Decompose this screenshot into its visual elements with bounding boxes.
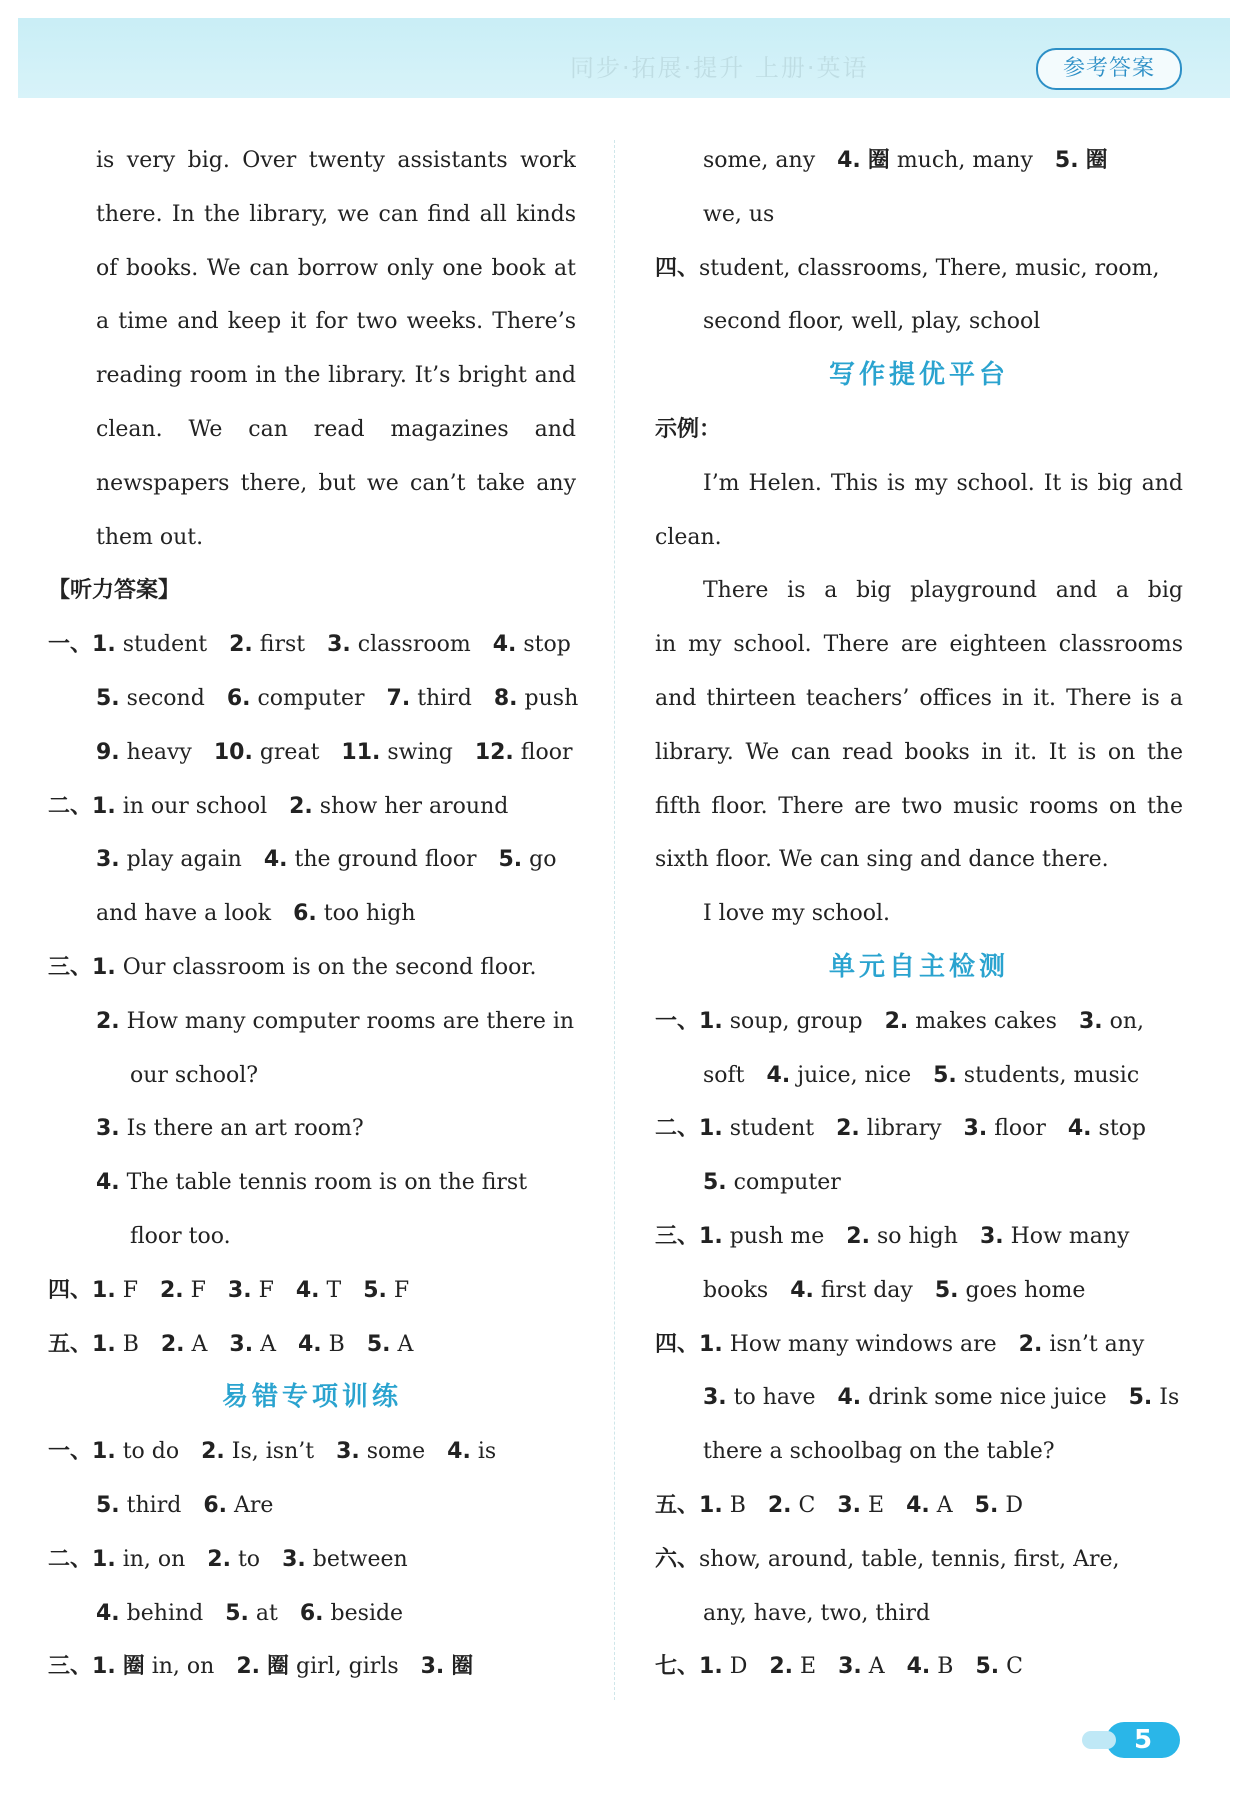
item-number: 4. bbox=[906, 1654, 931, 1680]
answer: T bbox=[326, 1277, 342, 1303]
test-section-7-line bbox=[655, 1640, 1183, 1694]
answer: the ground floor bbox=[294, 847, 477, 873]
answer: How many bbox=[1010, 1223, 1130, 1249]
answer: between bbox=[312, 1546, 408, 1572]
test-section-6-line bbox=[655, 1533, 1183, 1587]
item-number: 4. bbox=[96, 1600, 120, 1626]
answer-key-badge: 参考答案 bbox=[1036, 48, 1182, 90]
item-number: 5. bbox=[498, 847, 523, 873]
answer: B bbox=[328, 1331, 345, 1357]
answer: student bbox=[729, 1116, 815, 1142]
item-number: 6. bbox=[226, 685, 251, 711]
test-section-4-line bbox=[655, 1371, 1183, 1425]
test-section-1-line bbox=[655, 995, 1183, 1049]
passage-line: a time and keep it for two weeks. There’s bbox=[96, 309, 576, 335]
answer: C bbox=[1006, 1654, 1023, 1680]
essay-line: fifth floor. There are two music rooms on the bbox=[655, 793, 1183, 819]
error-section-2-line bbox=[48, 1587, 576, 1641]
answer: soup, group bbox=[729, 1008, 863, 1034]
item-number: 3. bbox=[420, 1654, 445, 1680]
essay-line: I love my school. bbox=[703, 901, 890, 927]
answer: third bbox=[417, 685, 472, 711]
error-section-3-line bbox=[48, 1640, 576, 1694]
answer: F bbox=[190, 1277, 206, 1303]
test-section-6-line: any, have, two, third bbox=[703, 1600, 931, 1626]
answer: classroom bbox=[357, 632, 471, 658]
test-section-2-line bbox=[655, 1102, 1183, 1156]
answer: library bbox=[866, 1116, 942, 1142]
answer: student bbox=[122, 632, 208, 658]
listening-section-4-line bbox=[48, 1264, 576, 1318]
answer: B bbox=[937, 1654, 954, 1680]
section-label: 二、 bbox=[48, 1546, 93, 1572]
listening-section-3-line bbox=[48, 1156, 576, 1210]
section-label: 七、 bbox=[655, 1654, 700, 1680]
section-label: 一、 bbox=[655, 1008, 700, 1034]
item-number: 7. bbox=[386, 685, 411, 711]
answer: A bbox=[191, 1331, 208, 1357]
answer: soft bbox=[703, 1062, 745, 1088]
left-column bbox=[48, 134, 579, 1694]
section-label: 六、 bbox=[655, 1546, 700, 1572]
answer: F bbox=[393, 1277, 410, 1303]
section-label: 五、 bbox=[48, 1331, 93, 1357]
item-number: 1. bbox=[699, 1008, 723, 1034]
item-number: 2. bbox=[207, 1546, 231, 1572]
item-number: 6. bbox=[299, 1600, 324, 1626]
item-number: 3. bbox=[327, 632, 351, 658]
answer: in, on bbox=[122, 1546, 186, 1572]
error-section-4-line: second floor, well, play, school bbox=[703, 309, 1041, 335]
item-number: 3. bbox=[229, 1331, 254, 1357]
item-number: 1. bbox=[92, 1277, 116, 1303]
answer: B bbox=[729, 1492, 746, 1518]
item-number: 1. bbox=[92, 632, 116, 658]
writing-platform-title: 写作提优平台 bbox=[828, 360, 1009, 391]
answer: great bbox=[259, 739, 320, 765]
answer: A bbox=[936, 1492, 953, 1518]
error-section-1-line bbox=[48, 1479, 576, 1533]
item-number: 1. bbox=[699, 1654, 723, 1680]
item-number: 2. bbox=[769, 1654, 793, 1680]
passage-line: of books. We can borrow only one book at bbox=[96, 255, 576, 281]
item-number: 1. bbox=[92, 1546, 116, 1572]
unit-test-title: 单元自主检测 bbox=[828, 951, 1009, 982]
passage-line: newspapers there, but we can’t take any bbox=[96, 470, 576, 496]
answer: The table tennis room is on the first bbox=[126, 1170, 528, 1196]
listening-section-2-line bbox=[48, 780, 576, 834]
essay-line: in my school. There are eighteen classrooms bbox=[655, 632, 1183, 658]
answer: too high bbox=[323, 901, 416, 927]
error-section-3-cont-line bbox=[655, 134, 1183, 188]
answer: students, music bbox=[963, 1062, 1140, 1088]
test-section-4-line bbox=[655, 1318, 1183, 1372]
circle-mark: 圈 bbox=[867, 148, 890, 173]
passage-line: there. In the library, we can find all kinds bbox=[96, 201, 576, 227]
item-number: 4. bbox=[447, 1439, 471, 1465]
answer: Is there an art room? bbox=[126, 1116, 364, 1142]
item-number: 4. bbox=[96, 1170, 120, 1196]
item-number: 1. bbox=[92, 1439, 116, 1465]
item-number: 3. bbox=[838, 1654, 862, 1680]
answer: D bbox=[1005, 1492, 1023, 1518]
item-number: 3. bbox=[282, 1546, 306, 1572]
answer: E bbox=[868, 1492, 885, 1518]
header-faint-title: 同步·拓展·提升 上册·英语 bbox=[570, 54, 869, 82]
item-number: 1. bbox=[699, 1331, 723, 1357]
circle-mark: 圈 bbox=[122, 1654, 145, 1680]
answer: on, bbox=[1109, 1008, 1145, 1034]
answer: computer bbox=[257, 685, 365, 711]
item-number: 2. bbox=[1018, 1331, 1043, 1357]
listening-section-1-line bbox=[48, 726, 576, 780]
answer: makes cakes bbox=[915, 1008, 1057, 1034]
answer: and have a look bbox=[96, 901, 272, 927]
item-number: 5. bbox=[1128, 1385, 1153, 1411]
section-label: 四、 bbox=[655, 255, 700, 281]
item-number: 4. bbox=[837, 1385, 862, 1411]
test-section-3-line bbox=[655, 1210, 1183, 1264]
error-section-4-line bbox=[655, 242, 1183, 296]
item-number: 5. bbox=[1054, 148, 1079, 173]
answer: is bbox=[477, 1439, 497, 1465]
item-number: 5. bbox=[363, 1277, 387, 1303]
item-number: 8. bbox=[493, 685, 518, 711]
answer: show her around bbox=[319, 793, 509, 819]
item-number: 2. bbox=[289, 793, 313, 819]
essay-line: and thirteen teachers’ offices in it. There is a bbox=[655, 685, 1183, 711]
essay-line: clean. bbox=[655, 524, 722, 550]
section-label: 二、 bbox=[655, 1116, 700, 1142]
answer: push bbox=[524, 685, 579, 711]
section-label: 一、 bbox=[48, 1439, 93, 1465]
item-number: 2. bbox=[96, 1008, 120, 1034]
answer: C bbox=[798, 1492, 816, 1518]
item-number: 5. bbox=[225, 1600, 249, 1626]
item-number: 2. bbox=[767, 1492, 792, 1518]
item-number: 9. bbox=[96, 739, 120, 765]
answer: Are bbox=[234, 1492, 274, 1518]
item-number: 3. bbox=[227, 1277, 252, 1303]
section-label: 一、 bbox=[48, 632, 93, 658]
item-number: 3. bbox=[963, 1116, 988, 1142]
item-number: 4. bbox=[295, 1277, 320, 1303]
answer: much, many bbox=[896, 148, 1033, 173]
test-section-5-line bbox=[655, 1479, 1183, 1533]
listening-heading: 【听力答案】 bbox=[48, 578, 181, 604]
error-section-1-line bbox=[48, 1425, 576, 1479]
item-number: 2. bbox=[159, 1277, 184, 1303]
item-number: 4. bbox=[492, 632, 517, 658]
answer: floor bbox=[520, 739, 573, 765]
answer: F bbox=[258, 1277, 274, 1303]
item-number: 5. bbox=[934, 1277, 959, 1303]
item-number: 4. bbox=[263, 847, 288, 873]
item-number: 1. bbox=[92, 1654, 116, 1680]
listening-section-2-line bbox=[48, 833, 576, 887]
item-number: 3. bbox=[96, 1116, 120, 1142]
listening-section-1-line bbox=[48, 672, 579, 726]
answer: D bbox=[729, 1654, 748, 1680]
passage-line: them out. bbox=[96, 524, 204, 550]
item-number: 6. bbox=[293, 901, 317, 927]
answer: drink some nice juice bbox=[868, 1385, 1107, 1411]
answer: How many windows are bbox=[729, 1331, 997, 1357]
answer: Is bbox=[1159, 1385, 1180, 1411]
item-number: 5. bbox=[96, 1492, 120, 1518]
listening-section-3-line bbox=[48, 995, 576, 1049]
answer: computer bbox=[733, 1170, 841, 1196]
passage-line: reading room in the library. It’s bright and bbox=[96, 363, 576, 389]
error-section-2-line bbox=[48, 1533, 576, 1587]
error-section-3-cont-line: we, us bbox=[703, 201, 775, 227]
answer: to have bbox=[733, 1385, 816, 1411]
item-number: 6. bbox=[203, 1492, 227, 1518]
answer: Our classroom is on the second floor. bbox=[122, 954, 537, 980]
item-number: 4. bbox=[297, 1331, 322, 1357]
item-number: 2. bbox=[836, 1116, 860, 1142]
answer: show, around, table, tennis, first, Are, bbox=[699, 1546, 1120, 1572]
section-label: 四、 bbox=[655, 1331, 700, 1357]
answer: stop bbox=[523, 632, 571, 658]
item-number: 3. bbox=[703, 1385, 727, 1411]
answer: books bbox=[703, 1277, 769, 1303]
circle-mark: 圈 bbox=[451, 1654, 474, 1680]
item-number: 5. bbox=[975, 1654, 1000, 1680]
answer: beside bbox=[330, 1600, 404, 1626]
item-number: 3. bbox=[1078, 1008, 1103, 1034]
answer: in, on bbox=[151, 1654, 215, 1680]
answer: some, any bbox=[703, 148, 816, 173]
answer: push me bbox=[729, 1223, 825, 1249]
answer: A bbox=[868, 1654, 885, 1680]
essay-line: I’m Helen. This is my school. It is big and bbox=[703, 470, 1183, 496]
listening-section-3-line: floor too. bbox=[130, 1223, 231, 1249]
item-number: 1. bbox=[699, 1492, 723, 1518]
answer: play again bbox=[126, 847, 242, 873]
answer: some bbox=[366, 1439, 426, 1465]
item-number: 2. bbox=[236, 1654, 260, 1680]
test-section-1-line bbox=[655, 1049, 1183, 1103]
answer: How many computer rooms are there in bbox=[126, 1008, 575, 1034]
item-number: 11. bbox=[341, 739, 381, 765]
item-number: 5. bbox=[974, 1492, 999, 1518]
error-training-title: 易错专项训练 bbox=[221, 1382, 402, 1413]
answer: go bbox=[529, 847, 557, 873]
item-number: 3. bbox=[336, 1439, 360, 1465]
essay-line: sixth floor. We can sing and dance there. bbox=[655, 847, 1109, 873]
answer: first day bbox=[820, 1277, 913, 1303]
item-number: 3. bbox=[96, 847, 120, 873]
answer: A bbox=[260, 1331, 276, 1357]
essay-line: There is a big playground and a big bbox=[703, 578, 1183, 604]
answer: B bbox=[122, 1331, 139, 1357]
section-label: 二、 bbox=[48, 793, 93, 819]
answer: third bbox=[126, 1492, 182, 1518]
answer: swing bbox=[387, 739, 453, 765]
listening-section-2-line bbox=[48, 887, 576, 941]
item-number: 1. bbox=[92, 954, 116, 980]
test-section-3-line bbox=[655, 1264, 1183, 1318]
item-number: 3. bbox=[979, 1223, 1004, 1249]
listening-section-3-line bbox=[48, 941, 576, 995]
answer: F bbox=[122, 1277, 138, 1303]
item-number: 10. bbox=[213, 739, 253, 765]
answer: at bbox=[255, 1600, 278, 1626]
answer: goes home bbox=[965, 1277, 1086, 1303]
passage-line: clean. We can read magazines and bbox=[96, 416, 576, 442]
item-number: 4. bbox=[837, 148, 861, 173]
listening-section-5-line bbox=[48, 1318, 576, 1372]
answer: student, classrooms, There, music, room, bbox=[699, 255, 1160, 281]
answer: behind bbox=[126, 1600, 204, 1626]
answer: heavy bbox=[126, 739, 192, 765]
answer: to bbox=[237, 1546, 261, 1572]
item-number: 2. bbox=[846, 1223, 870, 1249]
item-number: 1. bbox=[699, 1223, 723, 1249]
section-label: 四、 bbox=[48, 1277, 93, 1303]
answer: stop bbox=[1098, 1116, 1147, 1142]
column-divider bbox=[614, 140, 615, 1700]
item-number: 1. bbox=[699, 1116, 723, 1142]
answer: girl, girls bbox=[296, 1654, 399, 1680]
answer: to do bbox=[122, 1439, 180, 1465]
item-number: 5. bbox=[96, 685, 120, 711]
item-number: 5. bbox=[933, 1062, 957, 1088]
item-number: 1. bbox=[92, 1331, 116, 1357]
answer: so high bbox=[876, 1223, 958, 1249]
example-label: 示例： bbox=[655, 416, 722, 442]
item-number: 2. bbox=[229, 632, 253, 658]
answer: E bbox=[800, 1654, 817, 1680]
item-number: 4. bbox=[1067, 1116, 1092, 1142]
answer: juice, nice bbox=[797, 1062, 912, 1088]
item-number: 2. bbox=[201, 1439, 225, 1465]
circle-mark: 圈 bbox=[266, 1654, 289, 1680]
item-number: 4. bbox=[906, 1492, 930, 1518]
passage-line: is very big. Over twenty assistants work bbox=[96, 148, 576, 173]
section-label: 三、 bbox=[655, 1223, 700, 1249]
item-number: 12. bbox=[474, 739, 514, 765]
essay-line: library. We can read books in it. It is on the bbox=[655, 739, 1183, 765]
item-number: 2. bbox=[160, 1331, 185, 1357]
listening-section-3-line bbox=[48, 1102, 576, 1156]
item-number: 2. bbox=[884, 1008, 909, 1034]
answer: Is, isn’t bbox=[231, 1439, 315, 1465]
listening-section-3-line: our school? bbox=[130, 1062, 259, 1088]
item-number: 5. bbox=[366, 1331, 391, 1357]
right-column bbox=[655, 134, 1183, 1694]
section-label: 三、 bbox=[48, 954, 93, 980]
answer: A bbox=[397, 1331, 414, 1357]
answer: first bbox=[259, 632, 306, 658]
test-section-4-line: there a schoolbag on the table? bbox=[703, 1439, 1055, 1465]
test-section-2-line bbox=[655, 1156, 1183, 1210]
circle-mark: 圈 bbox=[1085, 148, 1108, 173]
item-number: 5. bbox=[703, 1170, 727, 1196]
item-number: 3. bbox=[837, 1492, 862, 1518]
item-number: 4. bbox=[790, 1277, 814, 1303]
listening-section-1-line bbox=[48, 618, 576, 672]
item-number: 4. bbox=[766, 1062, 791, 1088]
item-number: 1. bbox=[92, 793, 116, 819]
answer: isn’t any bbox=[1049, 1331, 1145, 1357]
answer: in our school bbox=[122, 793, 268, 819]
answer: floor bbox=[994, 1116, 1046, 1142]
section-label: 五、 bbox=[655, 1492, 700, 1518]
page-number: 5 bbox=[1106, 1722, 1180, 1758]
answer: second bbox=[126, 685, 205, 711]
section-label: 三、 bbox=[48, 1654, 93, 1680]
